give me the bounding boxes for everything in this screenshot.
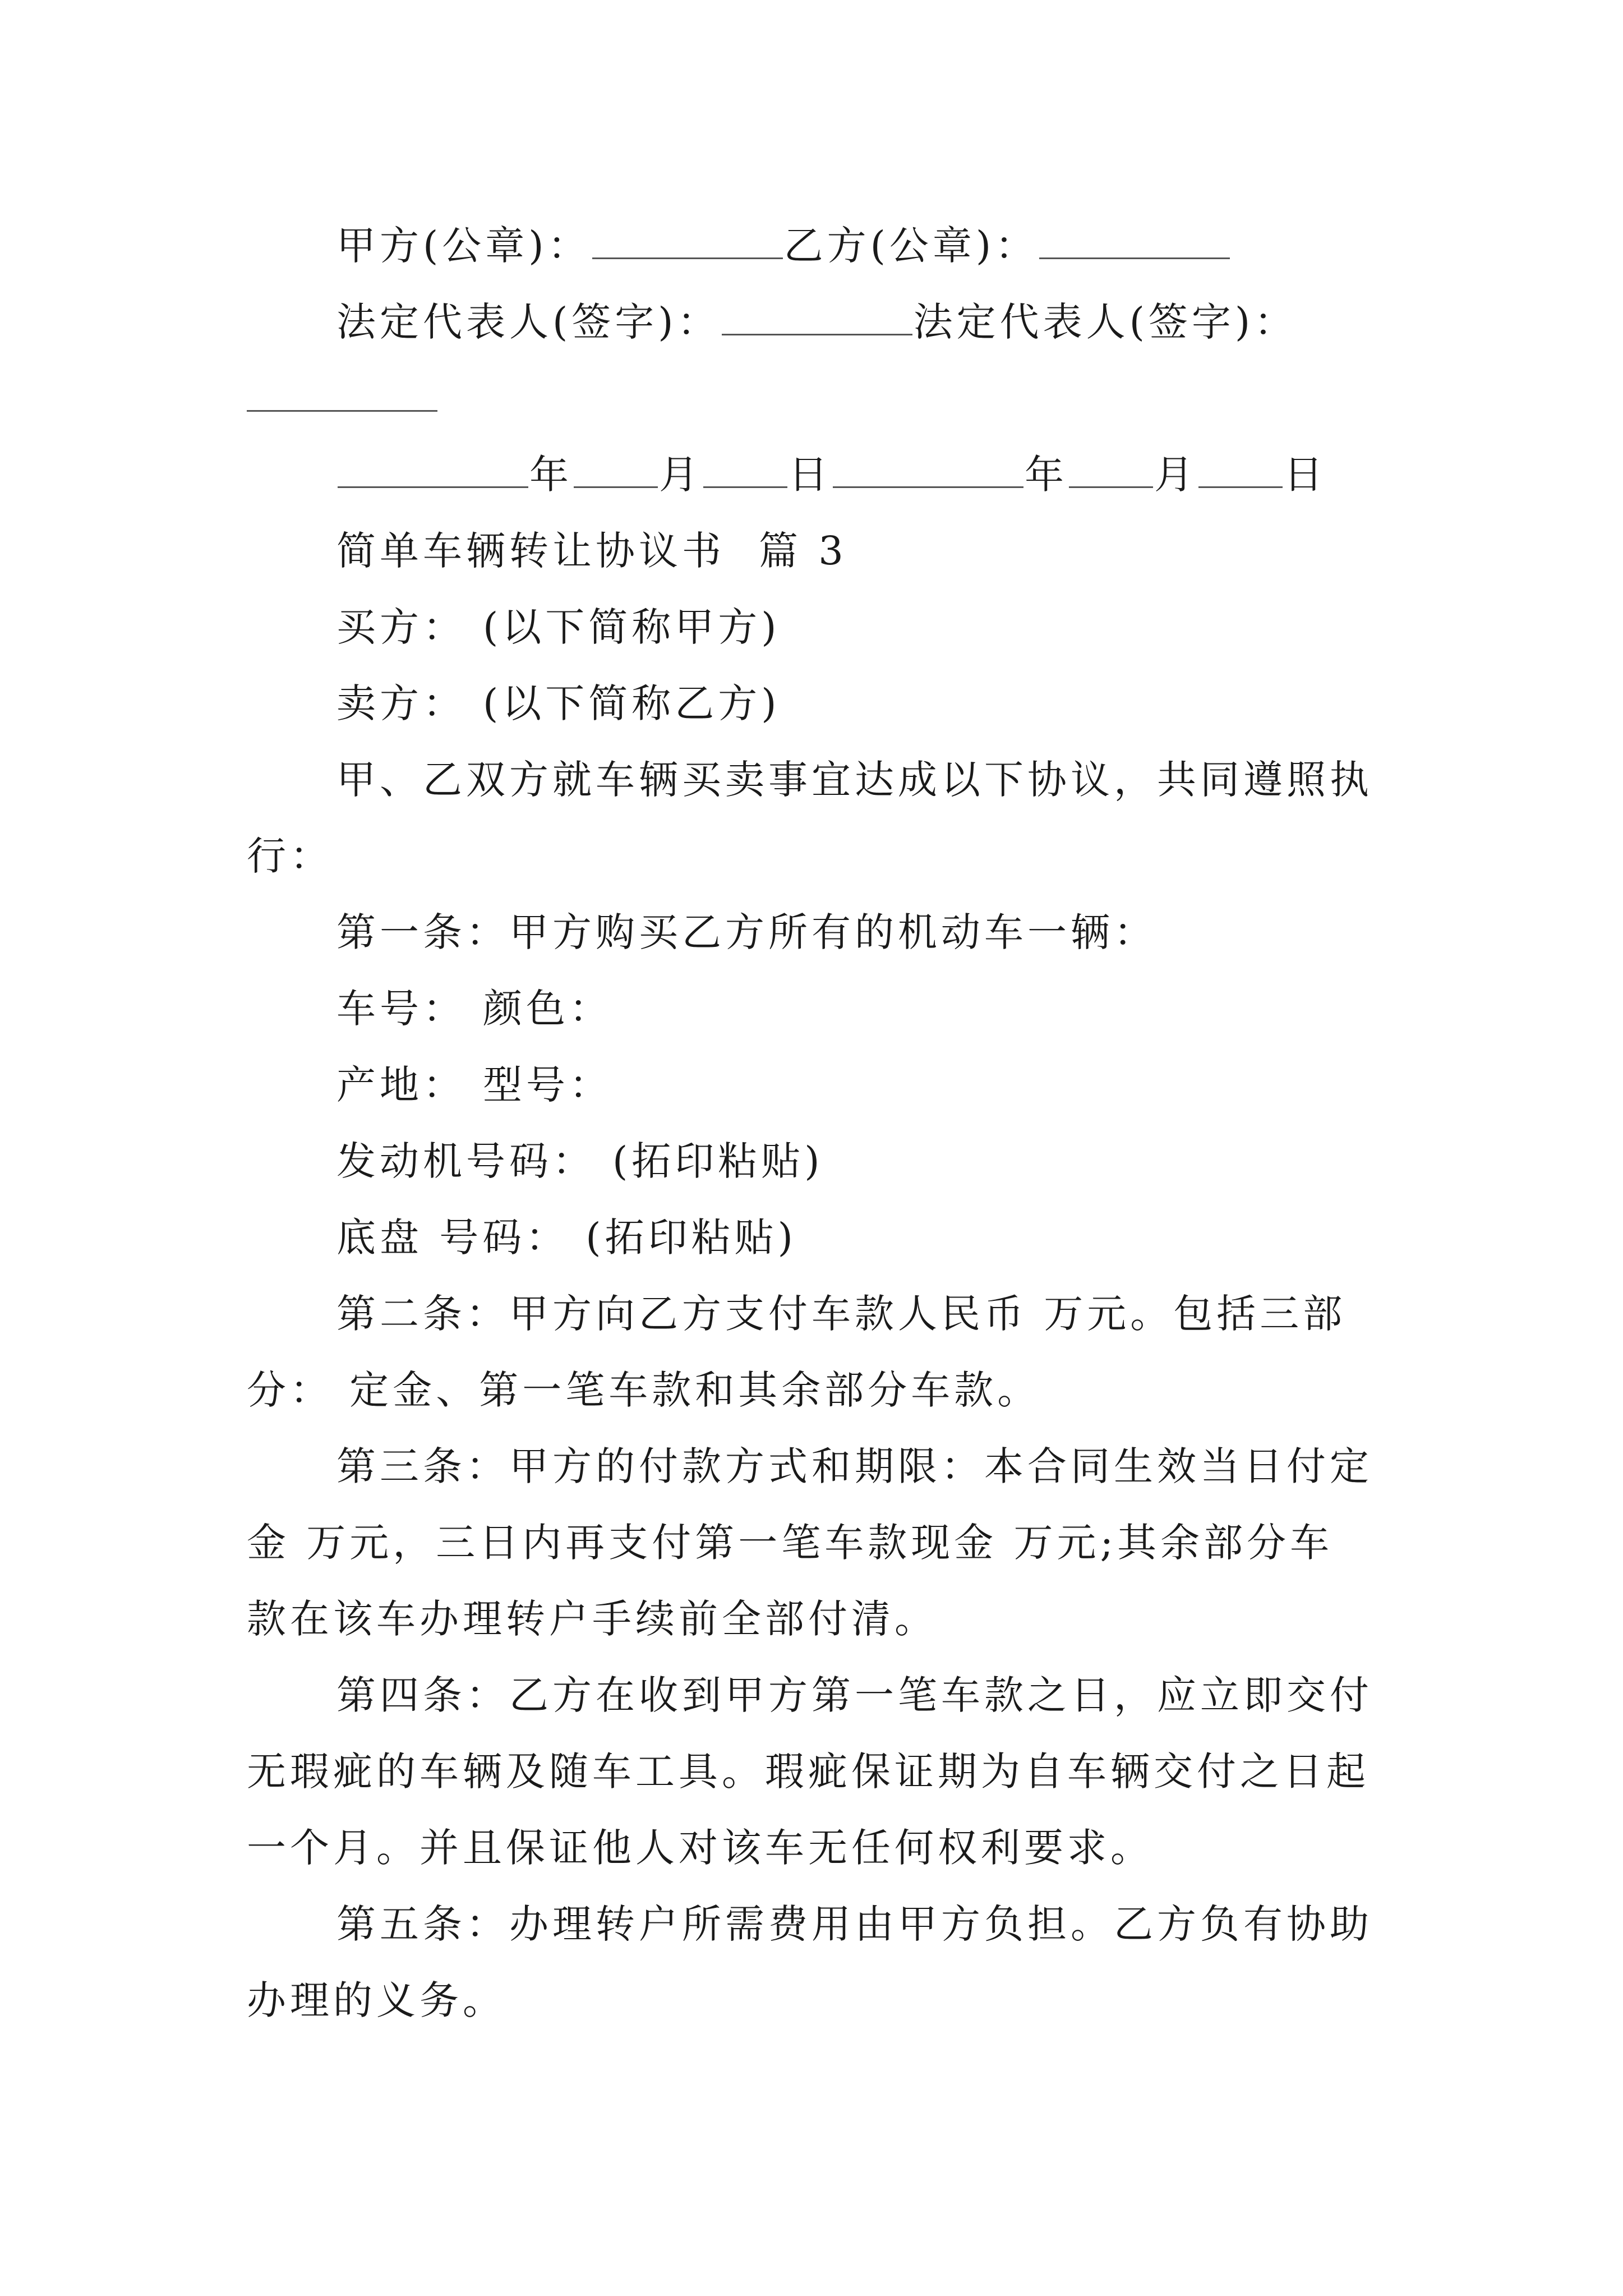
- article-4-line-1: 第四条：乙方在收到甲方第一笔车款之日，应立即交付: [336, 1672, 1373, 1718]
- section-number: 篇 3: [759, 528, 847, 574]
- origin-model-line: [247, 1047, 1391, 1123]
- date-a-day: 日: [789, 452, 832, 498]
- date-b-year: 年: [1025, 452, 1068, 498]
- date-a-month: 月: [659, 452, 702, 498]
- date-b-month: 月: [1154, 452, 1197, 498]
- document-heading: [247, 513, 1391, 589]
- seller-label: 卖方：: [336, 680, 466, 726]
- engine-line: [247, 1123, 1391, 1199]
- date-b-year-blank: [833, 447, 1023, 488]
- chassis-line: [247, 1199, 1391, 1276]
- party-b-seal-blank: [1039, 218, 1230, 259]
- seller-line: [247, 665, 1391, 742]
- article-3-line-2: 金 万元，三日内再支付第一笔车款现金 万元;其余部分车: [247, 1520, 1334, 1566]
- document-page: [247, 208, 1391, 2039]
- article-5-line-2: 办理的义务。: [247, 1977, 506, 2023]
- article-4-line-2: 无瑕疵的车辆及随车工具。瑕疵保证期为自车辆交付之日起: [247, 1749, 1370, 1795]
- date-line: [247, 436, 1391, 513]
- rep-a-blank: [722, 295, 912, 335]
- date-a-month-blank: [574, 447, 658, 488]
- date-a-year: 年: [529, 452, 573, 498]
- seal-line: [247, 208, 1391, 284]
- origin-label: 产地：: [336, 1062, 466, 1108]
- buyer-label: 买方：: [336, 604, 466, 650]
- model-label: 型号：: [483, 1062, 612, 1108]
- chassis-label: 底盘 号码：: [336, 1214, 569, 1260]
- buyer-note: (以下简称甲方): [483, 604, 781, 650]
- intro-line-2: 行：: [247, 833, 333, 879]
- engine-label: 发动机号码：: [336, 1138, 596, 1184]
- rep-b-blank-line: [247, 360, 1391, 436]
- date-b-day-blank: [1198, 447, 1283, 488]
- chassis-note: (拓印粘贴): [585, 1214, 797, 1260]
- date-b-month-blank: [1069, 447, 1153, 488]
- article-5-line-1: 第五条：办理转户所需费用由甲方负担。乙方负有协助: [336, 1901, 1373, 1947]
- plate-label: 车号：: [336, 986, 466, 1032]
- intro-line-1: 甲、乙双方就车辆买卖事宜达成以下协议，共同遵照执: [336, 757, 1373, 803]
- article-2-line-2: 分： 定金、第一笔车款和其余部分车款。: [247, 1367, 1041, 1413]
- rep-b-label: 法定代表人(签字)：: [913, 299, 1298, 345]
- article-2-line-1: 第二条：甲方向乙方支付车款人民币 万元。包括三部: [336, 1291, 1347, 1337]
- article-3-line-3: 款在该车办理转户手续前全部付清。: [247, 1596, 938, 1642]
- party-a-seal-label: 甲方(公章)：: [336, 223, 591, 269]
- party-a-seal-blank: [592, 218, 783, 259]
- article-3-line-1: 第三条：甲方的付款方式和期限：本合同生效当日付定: [336, 1443, 1373, 1489]
- representative-line: [247, 284, 1391, 360]
- rep-b-blank: [247, 371, 437, 412]
- date-b-day: 日: [1284, 452, 1327, 498]
- date-a-day-blank: [703, 447, 787, 488]
- seller-note: (以下简称乙方): [483, 680, 781, 726]
- buyer-line: [247, 589, 1391, 665]
- rep-a-label: 法定代表人(签字)：: [336, 299, 721, 345]
- plate-color-line: [247, 970, 1391, 1047]
- document-title: 简单车辆转让协议书: [336, 528, 725, 574]
- party-b-seal-label: 乙方(公章)：: [783, 223, 1039, 269]
- date-a-year-blank: [338, 447, 528, 488]
- color-label: 颜色：: [483, 986, 612, 1032]
- engine-note: (拓印粘贴): [612, 1138, 824, 1184]
- article-4-line-3: 一个月。并且保证他人对该车无任何权利要求。: [247, 1825, 1154, 1871]
- article-1-text: 第一条：甲方购买乙方所有的机动车一辆：: [336, 909, 1157, 955]
